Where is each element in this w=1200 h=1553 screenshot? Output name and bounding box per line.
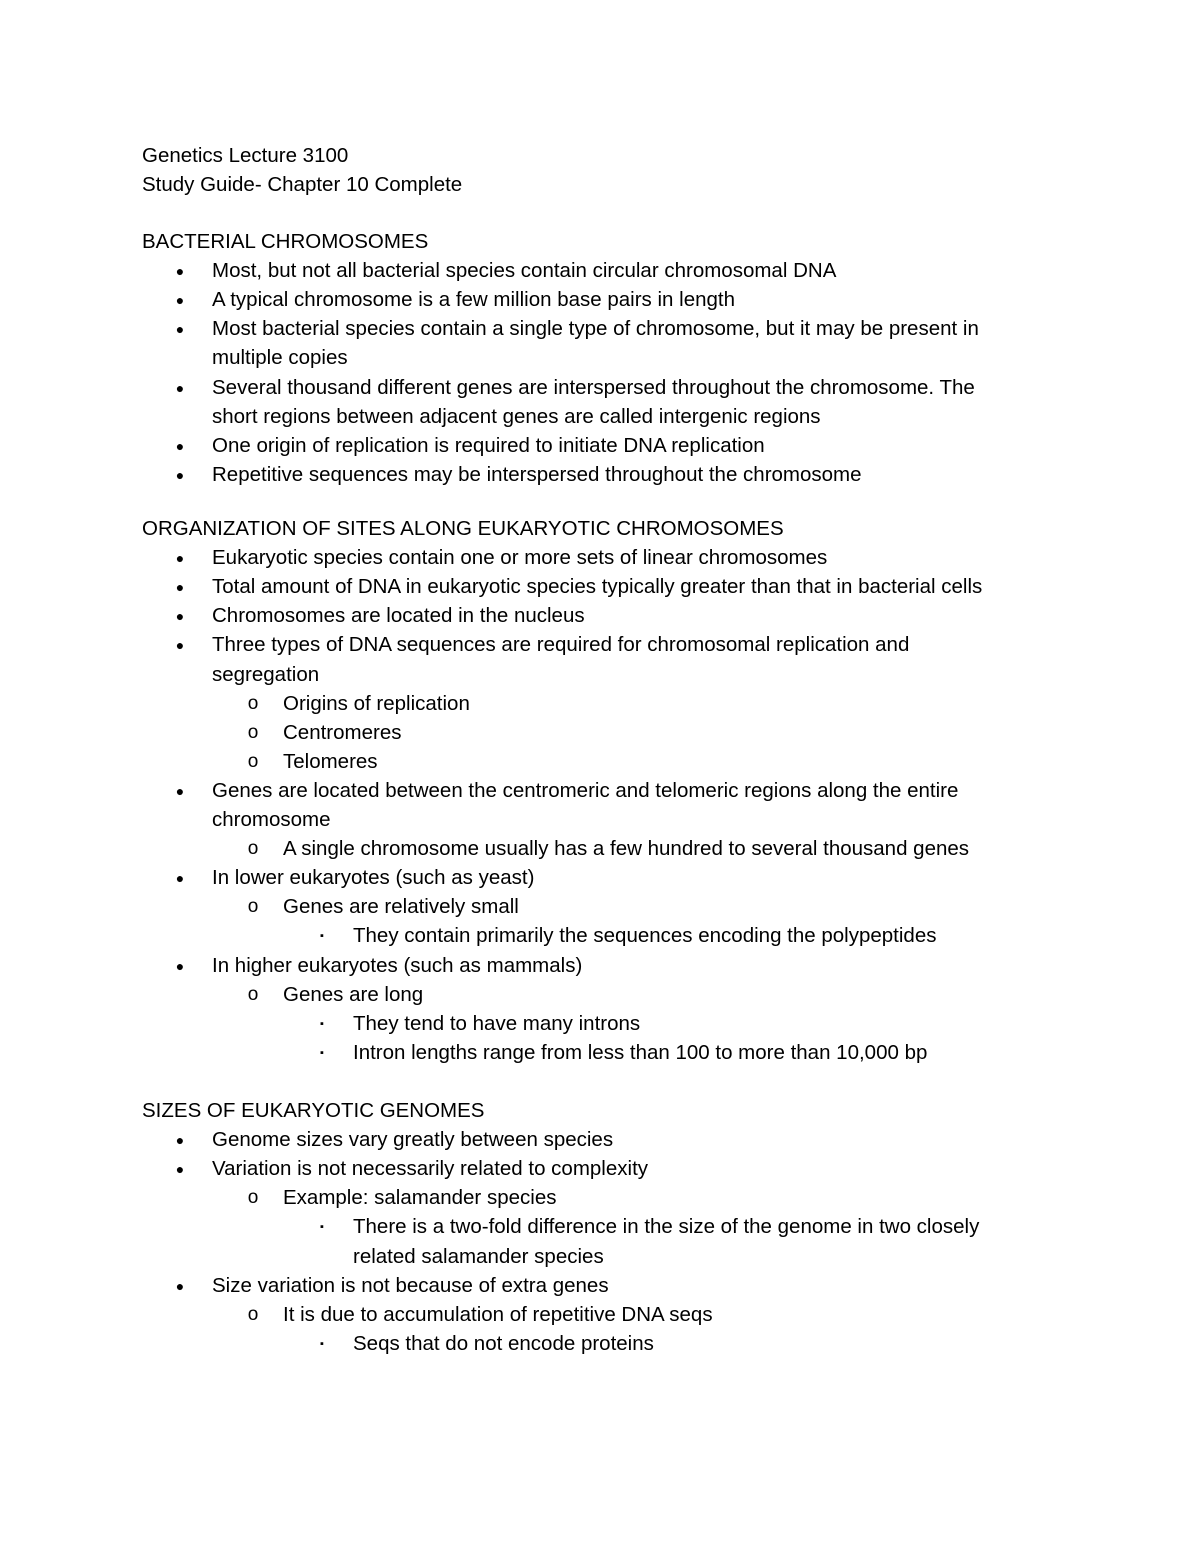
- list-item-text: Variation is not necessarily related to complexity: [212, 1157, 649, 1181]
- list-item-text: Genes are relatively small: [283, 895, 519, 919]
- list-item-text: Origins of replication: [283, 691, 470, 715]
- list-item-text: segregation: [212, 662, 320, 686]
- list-item-text: They contain primarily the sequences encoding the polypeptides: [353, 924, 937, 948]
- page-subtitle: Study Guide- Chapter 10 Complete: [142, 173, 463, 196]
- list-item-text: Total amount of DNA in eukaryotic species typically greater than that in bacterial cells: [212, 575, 983, 599]
- bullet-dot-icon: ●: [175, 579, 185, 596]
- bullet-circle-icon: o: [247, 838, 259, 860]
- bullet-dot-icon: ●: [175, 1132, 185, 1149]
- list-item-text: Size variation is not because of extra genes: [212, 1273, 609, 1297]
- list-item-text: Genes are located between the centromeric and telomeric regions along the entire: [212, 778, 959, 802]
- bullet-circle-icon: o: [247, 750, 259, 772]
- bullet-circle-icon: o: [247, 692, 259, 714]
- list-item-text: Several thousand different genes are interspersed throughout the chromosome. The: [212, 375, 975, 399]
- bullet-dot-icon: ●: [175, 637, 185, 654]
- bullet-dot-icon: ●: [175, 321, 185, 338]
- list-item-text: short regions between adjacent genes are called intergenic regions: [212, 404, 821, 428]
- list-item-text: Seqs that do not encode proteins: [353, 1331, 654, 1355]
- list-item-text: They tend to have many introns: [353, 1011, 641, 1035]
- list-item-text: Centromeres: [283, 720, 402, 744]
- list-item-text: Genome sizes vary greatly between species: [212, 1128, 614, 1152]
- list-item-text: Intron lengths range from less than 100 to more than 10,000 bp: [353, 1040, 928, 1064]
- list-item-text: Most bacterial species contain a single type of chromosome, but it may be present in: [212, 317, 979, 341]
- list-item-text: related salamander species: [353, 1244, 604, 1268]
- list-item-text: Example: salamander species: [283, 1186, 557, 1210]
- list-item-text: Three types of DNA sequences are required for chromosomal replication and: [212, 633, 910, 657]
- list-item-text: Chromosomes are located in the nucleus: [212, 604, 585, 628]
- section-heading: BACTERIAL CHROMOSOMES: [142, 230, 429, 253]
- list-item-text: In higher eukaryotes (such as mammals): [212, 953, 583, 977]
- bullet-square-icon: ▪: [320, 1337, 324, 1350]
- bullet-dot-icon: ●: [175, 379, 185, 396]
- list-item-text: One origin of replication is required to initiate DNA replication: [212, 433, 765, 457]
- bullet-dot-icon: ●: [175, 1277, 185, 1294]
- bullet-dot-icon: ●: [175, 1161, 185, 1178]
- list-item-text: There is a two-fold difference in the size of the genome in two closely: [353, 1215, 980, 1239]
- list-item-text: A single chromosome usually has a few hundred to several thousand genes: [283, 837, 970, 861]
- bullet-dot-icon: ●: [175, 870, 185, 887]
- section-heading: SIZES OF EUKARYOTIC GENOMES: [142, 1099, 485, 1122]
- list-item-text: It is due to accumulation of repetitive DNA seqs: [283, 1302, 713, 1326]
- list-item-text: Repetitive sequences may be interspersed throughout the chromosome: [212, 462, 862, 486]
- list-item-text: Eukaryotic species contain one or more sets of linear chromosomes: [212, 546, 828, 570]
- list-item-text: Telomeres: [283, 749, 378, 773]
- bullet-dot-icon: ●: [175, 466, 185, 483]
- bullet-square-icon: ▪: [320, 930, 324, 943]
- bullet-dot-icon: ●: [175, 292, 185, 309]
- bullet-circle-icon: o: [247, 721, 259, 743]
- bullet-square-icon: ▪: [320, 1221, 324, 1234]
- bullet-circle-icon: o: [247, 1187, 259, 1209]
- list-item-text: In lower eukaryotes (such as yeast): [212, 866, 535, 890]
- bullet-circle-icon: o: [247, 983, 259, 1005]
- bullet-dot-icon: ●: [175, 608, 185, 625]
- bullet-square-icon: ▪: [320, 1046, 324, 1059]
- bullet-circle-icon: o: [247, 1303, 259, 1325]
- bullet-dot-icon: ●: [175, 957, 185, 974]
- bullet-dot-icon: ●: [175, 782, 185, 799]
- course-title: Genetics Lecture 3100: [142, 144, 349, 167]
- bullet-dot-icon: ●: [175, 263, 185, 280]
- bullet-square-icon: ▪: [320, 1017, 324, 1030]
- section-heading: ORGANIZATION OF SITES ALONG EUKARYOTIC CHROMOSOMES: [142, 517, 784, 540]
- bullet-circle-icon: o: [247, 896, 259, 918]
- bullet-dot-icon: ●: [175, 437, 185, 454]
- list-item-text: A typical chromosome is a few million base pairs in length: [212, 288, 735, 312]
- list-item-text: chromosome: [212, 808, 331, 831]
- bullet-dot-icon: ●: [175, 550, 185, 567]
- list-item-text: Genes are long: [283, 982, 424, 1006]
- list-item-text: multiple copies: [212, 346, 348, 370]
- list-item-text: Most, but not all bacterial species contain circular chromosomal DNA: [212, 259, 837, 283]
